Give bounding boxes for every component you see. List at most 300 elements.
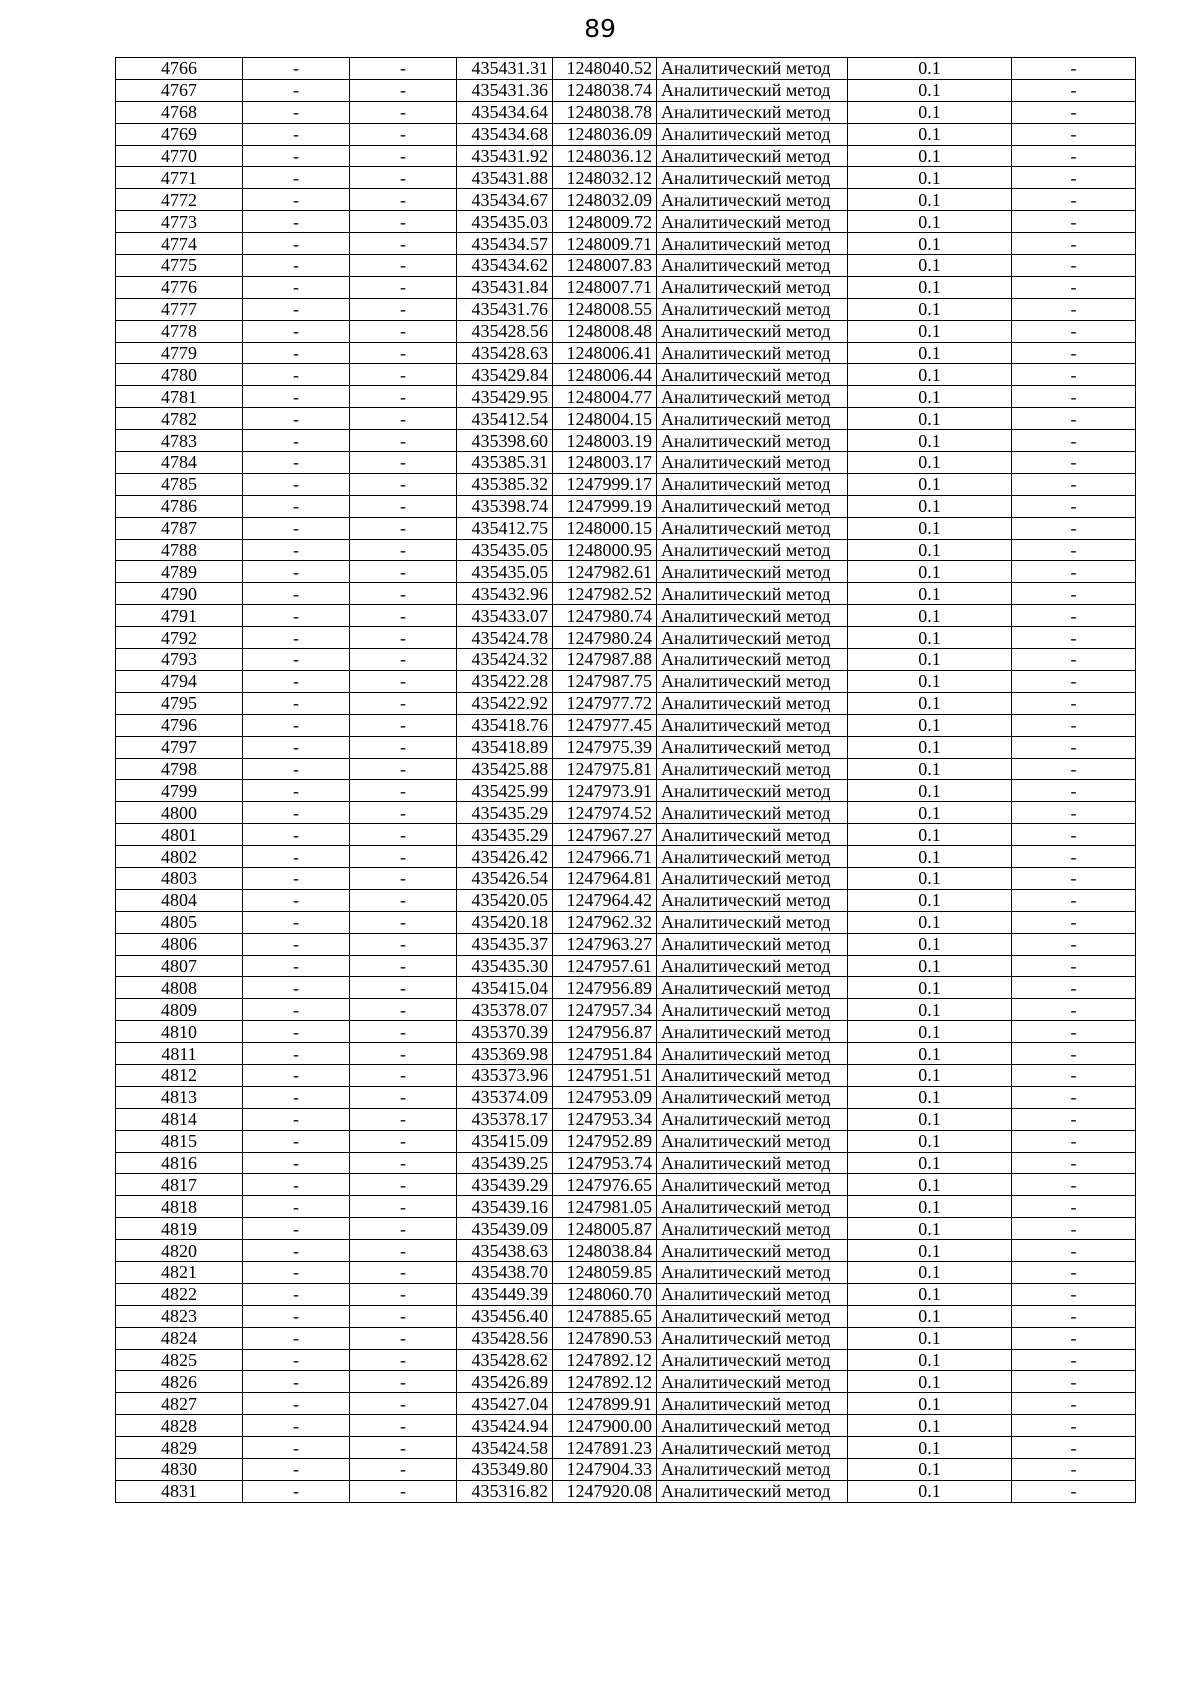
note-cell: - bbox=[1012, 583, 1136, 605]
point-number-cell: 4766 bbox=[116, 58, 243, 80]
method-cell: Аналитический метод bbox=[657, 1415, 848, 1437]
table-row bbox=[116, 211, 1136, 233]
note-cell: - bbox=[1012, 670, 1136, 692]
empty-cell: - bbox=[350, 1393, 457, 1415]
point-number-cell: 4781 bbox=[116, 386, 243, 408]
x-coordinate-cell: 435433.07 bbox=[457, 605, 553, 627]
note-cell: - bbox=[1012, 1218, 1136, 1240]
method-cell: Аналитический метод bbox=[657, 1021, 848, 1043]
note-cell: - bbox=[1012, 714, 1136, 736]
x-coordinate-cell: 435398.60 bbox=[457, 430, 553, 452]
empty-cell: - bbox=[350, 1021, 457, 1043]
table-row bbox=[116, 846, 1136, 868]
accuracy-cell: 0.1 bbox=[848, 824, 1012, 846]
x-coordinate-cell: 435431.92 bbox=[457, 145, 553, 167]
empty-cell: - bbox=[243, 123, 350, 145]
table-row bbox=[116, 583, 1136, 605]
empty-cell: - bbox=[243, 780, 350, 802]
empty-cell: - bbox=[350, 1174, 457, 1196]
method-cell: Аналитический метод bbox=[657, 1218, 848, 1240]
note-cell: - bbox=[1012, 1261, 1136, 1283]
x-coordinate-cell: 435428.56 bbox=[457, 1327, 553, 1349]
point-number-cell: 4776 bbox=[116, 276, 243, 298]
empty-cell: - bbox=[243, 867, 350, 889]
empty-cell: - bbox=[350, 583, 457, 605]
x-coordinate-cell: 435435.37 bbox=[457, 933, 553, 955]
note-cell: - bbox=[1012, 473, 1136, 495]
empty-cell: - bbox=[243, 561, 350, 583]
note-cell: - bbox=[1012, 1480, 1136, 1502]
point-number-cell: 4801 bbox=[116, 824, 243, 846]
empty-cell: - bbox=[243, 1437, 350, 1459]
method-cell: Аналитический метод bbox=[657, 999, 848, 1021]
empty-cell: - bbox=[243, 211, 350, 233]
empty-cell: - bbox=[243, 583, 350, 605]
point-number-cell: 4825 bbox=[116, 1349, 243, 1371]
method-cell: Аналитический метод bbox=[657, 824, 848, 846]
table-row bbox=[116, 1196, 1136, 1218]
y-coordinate-cell: 1248003.19 bbox=[553, 430, 657, 452]
y-coordinate-cell: 1248038.84 bbox=[553, 1240, 657, 1262]
x-coordinate-cell: 435420.05 bbox=[457, 889, 553, 911]
note-cell: - bbox=[1012, 1415, 1136, 1437]
method-cell: Аналитический метод bbox=[657, 1108, 848, 1130]
accuracy-cell: 0.1 bbox=[848, 670, 1012, 692]
method-cell: Аналитический метод bbox=[657, 649, 848, 671]
y-coordinate-cell: 1248060.70 bbox=[553, 1283, 657, 1305]
x-coordinate-cell: 435425.99 bbox=[457, 780, 553, 802]
empty-cell: - bbox=[243, 605, 350, 627]
empty-cell: - bbox=[243, 1261, 350, 1283]
accuracy-cell: 0.1 bbox=[848, 736, 1012, 758]
note-cell: - bbox=[1012, 1283, 1136, 1305]
empty-cell: - bbox=[350, 846, 457, 868]
y-coordinate-cell: 1247953.74 bbox=[553, 1152, 657, 1174]
note-cell: - bbox=[1012, 780, 1136, 802]
y-coordinate-cell: 1247999.17 bbox=[553, 473, 657, 495]
x-coordinate-cell: 435427.04 bbox=[457, 1393, 553, 1415]
x-coordinate-cell: 435378.07 bbox=[457, 999, 553, 1021]
x-coordinate-cell: 435428.63 bbox=[457, 342, 553, 364]
y-coordinate-cell: 1247974.52 bbox=[553, 802, 657, 824]
table-row bbox=[116, 1152, 1136, 1174]
point-number-cell: 4797 bbox=[116, 736, 243, 758]
accuracy-cell: 0.1 bbox=[848, 517, 1012, 539]
point-number-cell: 4777 bbox=[116, 298, 243, 320]
method-cell: Аналитический метод bbox=[657, 1086, 848, 1108]
y-coordinate-cell: 1247981.05 bbox=[553, 1196, 657, 1218]
y-coordinate-cell: 1248008.48 bbox=[553, 320, 657, 342]
note-cell: - bbox=[1012, 320, 1136, 342]
method-cell: Аналитический метод bbox=[657, 1196, 848, 1218]
empty-cell: - bbox=[350, 517, 457, 539]
empty-cell: - bbox=[350, 1371, 457, 1393]
point-number-cell: 4814 bbox=[116, 1108, 243, 1130]
method-cell: Аналитический метод bbox=[657, 1043, 848, 1065]
table-row bbox=[116, 1327, 1136, 1349]
empty-cell: - bbox=[350, 58, 457, 80]
method-cell: Аналитический метод bbox=[657, 408, 848, 430]
empty-cell: - bbox=[243, 1459, 350, 1481]
note-cell: - bbox=[1012, 495, 1136, 517]
accuracy-cell: 0.1 bbox=[848, 298, 1012, 320]
note-cell: - bbox=[1012, 1086, 1136, 1108]
accuracy-cell: 0.1 bbox=[848, 211, 1012, 233]
y-coordinate-cell: 1248004.77 bbox=[553, 386, 657, 408]
accuracy-cell: 0.1 bbox=[848, 1327, 1012, 1349]
y-coordinate-cell: 1247977.45 bbox=[553, 714, 657, 736]
note-cell: - bbox=[1012, 167, 1136, 189]
empty-cell: - bbox=[350, 342, 457, 364]
y-coordinate-cell: 1247957.61 bbox=[553, 955, 657, 977]
y-coordinate-cell: 1248006.41 bbox=[553, 342, 657, 364]
method-cell: Аналитический метод bbox=[657, 802, 848, 824]
x-coordinate-cell: 435422.28 bbox=[457, 670, 553, 692]
empty-cell: - bbox=[243, 955, 350, 977]
method-cell: Аналитический метод bbox=[657, 1437, 848, 1459]
method-cell: Аналитический метод bbox=[657, 1327, 848, 1349]
y-coordinate-cell: 1247999.19 bbox=[553, 495, 657, 517]
point-number-cell: 4796 bbox=[116, 714, 243, 736]
point-number-cell: 4808 bbox=[116, 977, 243, 999]
accuracy-cell: 0.1 bbox=[848, 276, 1012, 298]
point-number-cell: 4788 bbox=[116, 539, 243, 561]
point-number-cell: 4767 bbox=[116, 79, 243, 101]
table-row bbox=[116, 386, 1136, 408]
y-coordinate-cell: 1247964.81 bbox=[553, 867, 657, 889]
point-number-cell: 4791 bbox=[116, 605, 243, 627]
empty-cell: - bbox=[350, 79, 457, 101]
empty-cell: - bbox=[243, 1174, 350, 1196]
x-coordinate-cell: 435378.17 bbox=[457, 1108, 553, 1130]
empty-cell: - bbox=[350, 211, 457, 233]
accuracy-cell: 0.1 bbox=[848, 583, 1012, 605]
method-cell: Аналитический метод bbox=[657, 233, 848, 255]
empty-cell: - bbox=[243, 255, 350, 277]
method-cell: Аналитический метод bbox=[657, 714, 848, 736]
point-number-cell: 4786 bbox=[116, 495, 243, 517]
accuracy-cell: 0.1 bbox=[848, 430, 1012, 452]
note-cell: - bbox=[1012, 627, 1136, 649]
accuracy-cell: 0.1 bbox=[848, 649, 1012, 671]
y-coordinate-cell: 1247951.51 bbox=[553, 1064, 657, 1086]
note-cell: - bbox=[1012, 58, 1136, 80]
y-coordinate-cell: 1247973.91 bbox=[553, 780, 657, 802]
note-cell: - bbox=[1012, 430, 1136, 452]
accuracy-cell: 0.1 bbox=[848, 320, 1012, 342]
method-cell: Аналитический метод bbox=[657, 473, 848, 495]
table-row bbox=[116, 627, 1136, 649]
empty-cell: - bbox=[243, 999, 350, 1021]
x-coordinate-cell: 435438.63 bbox=[457, 1240, 553, 1262]
empty-cell: - bbox=[243, 342, 350, 364]
accuracy-cell: 0.1 bbox=[848, 167, 1012, 189]
accuracy-cell: 0.1 bbox=[848, 846, 1012, 868]
empty-cell: - bbox=[243, 1152, 350, 1174]
x-coordinate-cell: 435420.18 bbox=[457, 911, 553, 933]
y-coordinate-cell: 1248004.15 bbox=[553, 408, 657, 430]
method-cell: Аналитический метод bbox=[657, 495, 848, 517]
accuracy-cell: 0.1 bbox=[848, 452, 1012, 474]
empty-cell: - bbox=[350, 999, 457, 1021]
x-coordinate-cell: 435439.25 bbox=[457, 1152, 553, 1174]
point-number-cell: 4811 bbox=[116, 1043, 243, 1065]
empty-cell: - bbox=[243, 1108, 350, 1130]
method-cell: Аналитический метод bbox=[657, 933, 848, 955]
table-row bbox=[116, 758, 1136, 780]
accuracy-cell: 0.1 bbox=[848, 933, 1012, 955]
empty-cell: - bbox=[243, 473, 350, 495]
x-coordinate-cell: 435435.05 bbox=[457, 561, 553, 583]
empty-cell: - bbox=[243, 933, 350, 955]
table-row bbox=[116, 452, 1136, 474]
point-number-cell: 4787 bbox=[116, 517, 243, 539]
y-coordinate-cell: 1247982.61 bbox=[553, 561, 657, 583]
accuracy-cell: 0.1 bbox=[848, 627, 1012, 649]
empty-cell: - bbox=[243, 802, 350, 824]
x-coordinate-cell: 435431.76 bbox=[457, 298, 553, 320]
empty-cell: - bbox=[350, 189, 457, 211]
accuracy-cell: 0.1 bbox=[848, 911, 1012, 933]
accuracy-cell: 0.1 bbox=[848, 1261, 1012, 1283]
empty-cell: - bbox=[350, 1480, 457, 1502]
empty-cell: - bbox=[350, 955, 457, 977]
empty-cell: - bbox=[350, 1240, 457, 1262]
empty-cell: - bbox=[350, 1459, 457, 1481]
note-cell: - bbox=[1012, 233, 1136, 255]
empty-cell: - bbox=[350, 1043, 457, 1065]
x-coordinate-cell: 435428.62 bbox=[457, 1349, 553, 1371]
empty-cell: - bbox=[350, 1327, 457, 1349]
empty-cell: - bbox=[243, 364, 350, 386]
empty-cell: - bbox=[243, 889, 350, 911]
accuracy-cell: 0.1 bbox=[848, 780, 1012, 802]
point-number-cell: 4800 bbox=[116, 802, 243, 824]
note-cell: - bbox=[1012, 1327, 1136, 1349]
accuracy-cell: 0.1 bbox=[848, 1480, 1012, 1502]
method-cell: Аналитический метод bbox=[657, 736, 848, 758]
accuracy-cell: 0.1 bbox=[848, 408, 1012, 430]
accuracy-cell: 0.1 bbox=[848, 692, 1012, 714]
point-number-cell: 4824 bbox=[116, 1327, 243, 1349]
point-number-cell: 4780 bbox=[116, 364, 243, 386]
x-coordinate-cell: 435435.03 bbox=[457, 211, 553, 233]
note-cell: - bbox=[1012, 539, 1136, 561]
empty-cell: - bbox=[350, 167, 457, 189]
note-cell: - bbox=[1012, 561, 1136, 583]
method-cell: Аналитический метод bbox=[657, 167, 848, 189]
empty-cell: - bbox=[350, 1130, 457, 1152]
method-cell: Аналитический метод bbox=[657, 977, 848, 999]
table-row bbox=[116, 189, 1136, 211]
empty-cell: - bbox=[350, 824, 457, 846]
x-coordinate-cell: 435434.67 bbox=[457, 189, 553, 211]
note-cell: - bbox=[1012, 1043, 1136, 1065]
note-cell: - bbox=[1012, 649, 1136, 671]
accuracy-cell: 0.1 bbox=[848, 101, 1012, 123]
point-number-cell: 4806 bbox=[116, 933, 243, 955]
method-cell: Аналитический метод bbox=[657, 1283, 848, 1305]
table-row bbox=[116, 473, 1136, 495]
empty-cell: - bbox=[243, 670, 350, 692]
empty-cell: - bbox=[243, 1064, 350, 1086]
empty-cell: - bbox=[350, 780, 457, 802]
x-coordinate-cell: 435428.56 bbox=[457, 320, 553, 342]
table-row bbox=[116, 1064, 1136, 1086]
page-number: 89 bbox=[584, 14, 616, 43]
table-row bbox=[116, 1108, 1136, 1130]
coordinates-table bbox=[115, 57, 1136, 1503]
y-coordinate-cell: 1247920.08 bbox=[553, 1480, 657, 1502]
empty-cell: - bbox=[243, 517, 350, 539]
note-cell: - bbox=[1012, 79, 1136, 101]
y-coordinate-cell: 1247962.32 bbox=[553, 911, 657, 933]
empty-cell: - bbox=[350, 408, 457, 430]
y-coordinate-cell: 1247964.42 bbox=[553, 889, 657, 911]
note-cell: - bbox=[1012, 1130, 1136, 1152]
y-coordinate-cell: 1248007.71 bbox=[553, 276, 657, 298]
method-cell: Аналитический метод bbox=[657, 1371, 848, 1393]
y-coordinate-cell: 1247953.34 bbox=[553, 1108, 657, 1130]
point-number-cell: 4805 bbox=[116, 911, 243, 933]
y-coordinate-cell: 1247957.34 bbox=[553, 999, 657, 1021]
y-coordinate-cell: 1247982.52 bbox=[553, 583, 657, 605]
note-cell: - bbox=[1012, 1108, 1136, 1130]
point-number-cell: 4816 bbox=[116, 1152, 243, 1174]
y-coordinate-cell: 1247976.65 bbox=[553, 1174, 657, 1196]
table-row bbox=[116, 670, 1136, 692]
method-cell: Аналитический метод bbox=[657, 1130, 848, 1152]
note-cell: - bbox=[1012, 1371, 1136, 1393]
empty-cell: - bbox=[243, 1305, 350, 1327]
x-coordinate-cell: 435435.05 bbox=[457, 539, 553, 561]
table-row bbox=[116, 430, 1136, 452]
table-row bbox=[116, 1043, 1136, 1065]
point-number-cell: 4779 bbox=[116, 342, 243, 364]
method-cell: Аналитический метод bbox=[657, 1152, 848, 1174]
empty-cell: - bbox=[243, 736, 350, 758]
y-coordinate-cell: 1248038.74 bbox=[553, 79, 657, 101]
empty-cell: - bbox=[350, 1261, 457, 1283]
accuracy-cell: 0.1 bbox=[848, 1043, 1012, 1065]
point-number-cell: 4794 bbox=[116, 670, 243, 692]
table-row bbox=[116, 692, 1136, 714]
accuracy-cell: 0.1 bbox=[848, 233, 1012, 255]
table-row bbox=[116, 255, 1136, 277]
empty-cell: - bbox=[243, 189, 350, 211]
empty-cell: - bbox=[243, 145, 350, 167]
empty-cell: - bbox=[350, 1349, 457, 1371]
x-coordinate-cell: 435415.04 bbox=[457, 977, 553, 999]
table-row bbox=[116, 342, 1136, 364]
point-number-cell: 4818 bbox=[116, 1196, 243, 1218]
note-cell: - bbox=[1012, 911, 1136, 933]
point-number-cell: 4812 bbox=[116, 1064, 243, 1086]
x-coordinate-cell: 435424.32 bbox=[457, 649, 553, 671]
point-number-cell: 4795 bbox=[116, 692, 243, 714]
method-cell: Аналитический метод bbox=[657, 211, 848, 233]
point-number-cell: 4789 bbox=[116, 561, 243, 583]
y-coordinate-cell: 1247885.65 bbox=[553, 1305, 657, 1327]
empty-cell: - bbox=[350, 386, 457, 408]
table-row bbox=[116, 605, 1136, 627]
accuracy-cell: 0.1 bbox=[848, 189, 1012, 211]
empty-cell: - bbox=[350, 473, 457, 495]
empty-cell: - bbox=[243, 1415, 350, 1437]
method-cell: Аналитический метод bbox=[657, 386, 848, 408]
point-number-cell: 4778 bbox=[116, 320, 243, 342]
method-cell: Аналитический метод bbox=[657, 1305, 848, 1327]
x-coordinate-cell: 435398.74 bbox=[457, 495, 553, 517]
method-cell: Аналитический метод bbox=[657, 189, 848, 211]
empty-cell: - bbox=[243, 1021, 350, 1043]
accuracy-cell: 0.1 bbox=[848, 386, 1012, 408]
note-cell: - bbox=[1012, 955, 1136, 977]
method-cell: Аналитический метод bbox=[657, 320, 848, 342]
note-cell: - bbox=[1012, 517, 1136, 539]
empty-cell: - bbox=[243, 101, 350, 123]
empty-cell: - bbox=[243, 320, 350, 342]
method-cell: Аналитический метод bbox=[657, 1240, 848, 1262]
y-coordinate-cell: 1247892.12 bbox=[553, 1371, 657, 1393]
point-number-cell: 4830 bbox=[116, 1459, 243, 1481]
point-number-cell: 4785 bbox=[116, 473, 243, 495]
y-coordinate-cell: 1248036.12 bbox=[553, 145, 657, 167]
empty-cell: - bbox=[350, 627, 457, 649]
accuracy-cell: 0.1 bbox=[848, 1459, 1012, 1481]
table-row bbox=[116, 649, 1136, 671]
y-coordinate-cell: 1247963.27 bbox=[553, 933, 657, 955]
note-cell: - bbox=[1012, 933, 1136, 955]
accuracy-cell: 0.1 bbox=[848, 255, 1012, 277]
point-number-cell: 4819 bbox=[116, 1218, 243, 1240]
x-coordinate-cell: 435435.29 bbox=[457, 824, 553, 846]
method-cell: Аналитический метод bbox=[657, 627, 848, 649]
x-coordinate-cell: 435316.82 bbox=[457, 1480, 553, 1502]
table-row bbox=[116, 1459, 1136, 1481]
empty-cell: - bbox=[243, 79, 350, 101]
method-cell: Аналитический метод bbox=[657, 889, 848, 911]
point-number-cell: 4804 bbox=[116, 889, 243, 911]
empty-cell: - bbox=[350, 276, 457, 298]
point-number-cell: 4770 bbox=[116, 145, 243, 167]
x-coordinate-cell: 435424.94 bbox=[457, 1415, 553, 1437]
method-cell: Аналитический метод bbox=[657, 911, 848, 933]
accuracy-cell: 0.1 bbox=[848, 1064, 1012, 1086]
table-row bbox=[116, 123, 1136, 145]
table-row bbox=[116, 802, 1136, 824]
accuracy-cell: 0.1 bbox=[848, 1393, 1012, 1415]
accuracy-cell: 0.1 bbox=[848, 1130, 1012, 1152]
point-number-cell: 4783 bbox=[116, 430, 243, 452]
empty-cell: - bbox=[243, 649, 350, 671]
method-cell: Аналитический метод bbox=[657, 58, 848, 80]
empty-cell: - bbox=[350, 867, 457, 889]
table-row bbox=[116, 1371, 1136, 1393]
point-number-cell: 4823 bbox=[116, 1305, 243, 1327]
accuracy-cell: 0.1 bbox=[848, 1174, 1012, 1196]
point-number-cell: 4782 bbox=[116, 408, 243, 430]
y-coordinate-cell: 1247987.88 bbox=[553, 649, 657, 671]
empty-cell: - bbox=[350, 605, 457, 627]
accuracy-cell: 0.1 bbox=[848, 364, 1012, 386]
x-coordinate-cell: 435415.09 bbox=[457, 1130, 553, 1152]
y-coordinate-cell: 1248040.52 bbox=[553, 58, 657, 80]
table-row bbox=[116, 320, 1136, 342]
table-row bbox=[116, 1349, 1136, 1371]
y-coordinate-cell: 1247952.89 bbox=[553, 1130, 657, 1152]
point-number-cell: 4793 bbox=[116, 649, 243, 671]
